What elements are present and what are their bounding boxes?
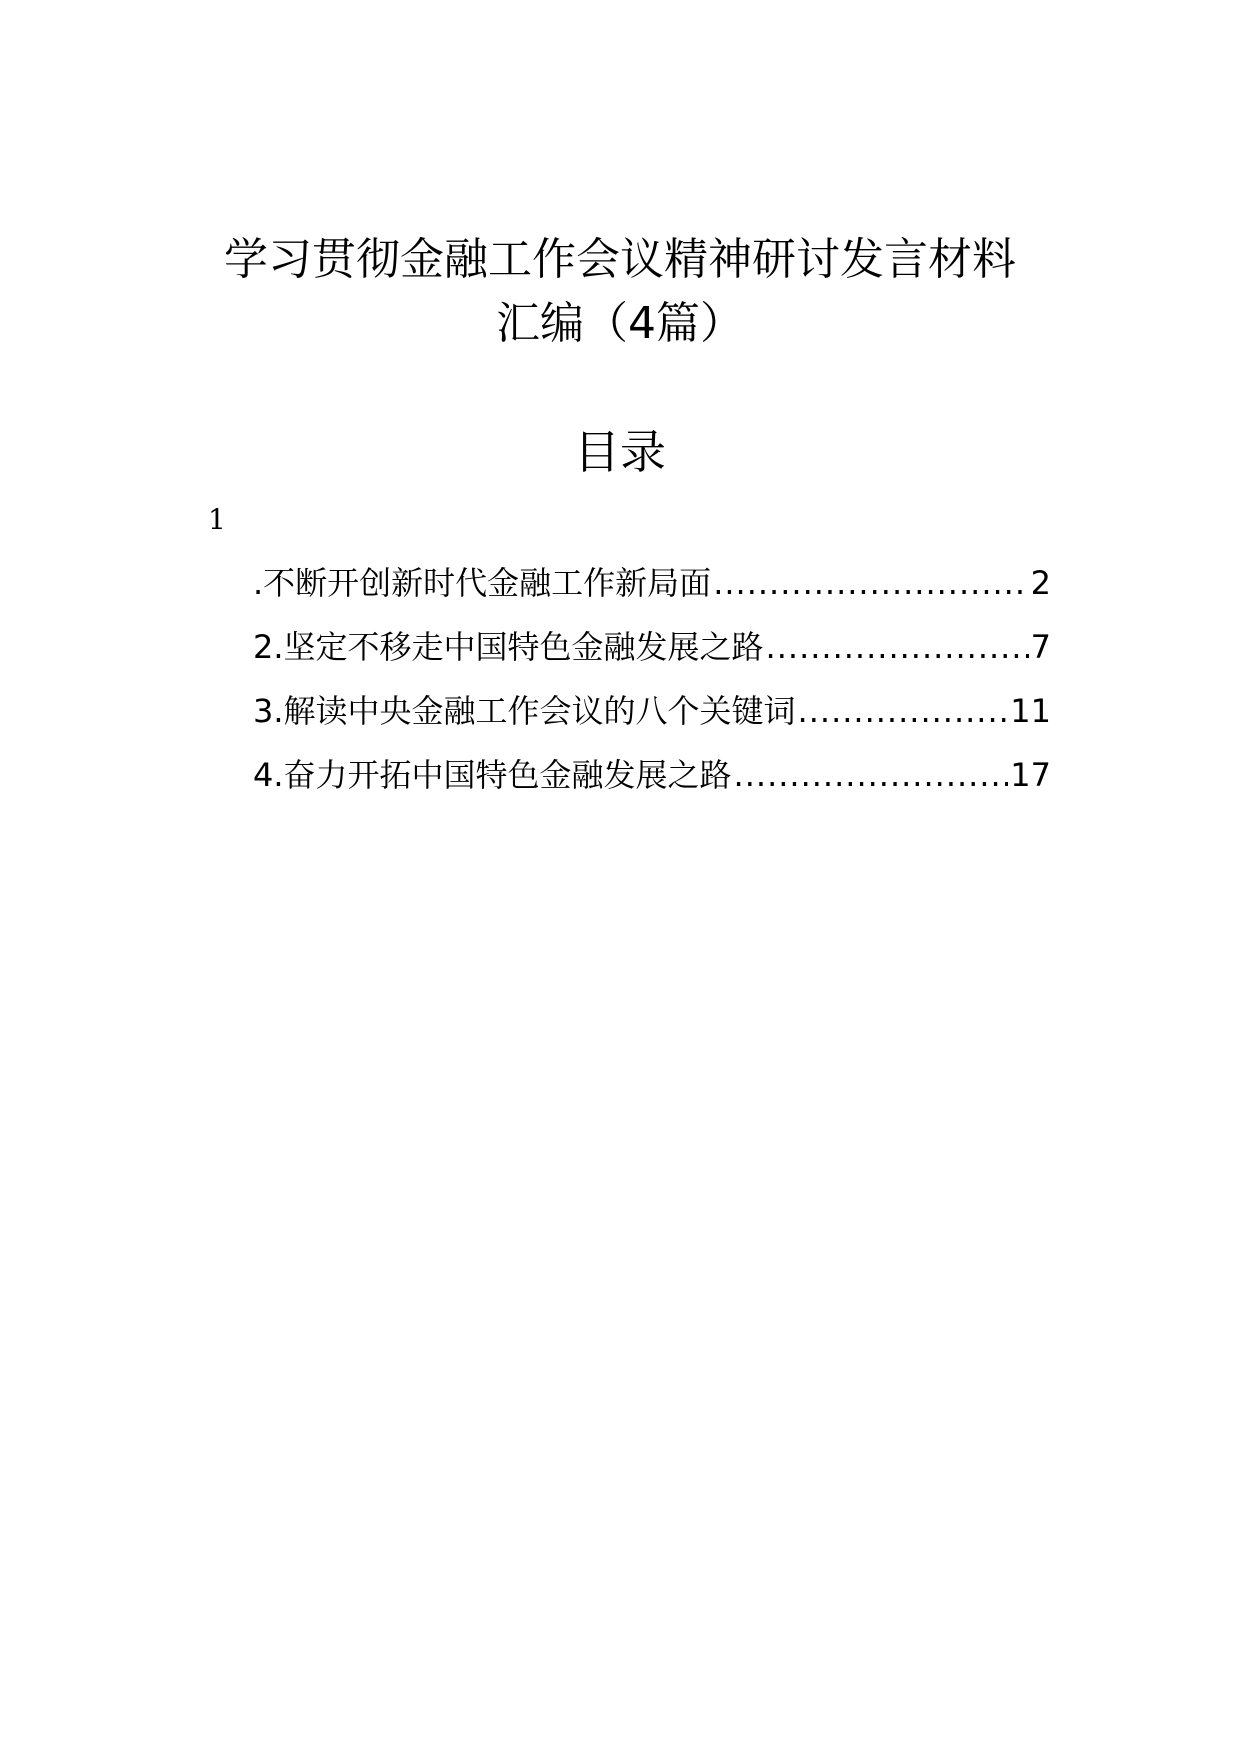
toc-entry-title: 2.坚定不移走中国特色金融发展之路 xyxy=(253,628,764,666)
toc-entry-title: .不断开创新时代金融工作新局面 xyxy=(253,564,712,602)
document-title-line-1: 学习贯彻金融工作会议精神研讨发言材料 xyxy=(224,234,1016,285)
toc-entry-2[interactable] xyxy=(253,627,1051,691)
toc-dot-leader xyxy=(798,691,1009,731)
document-title-line-2: 汇编（4篇） xyxy=(496,298,744,349)
toc-entry-4[interactable] xyxy=(253,755,1051,819)
toc-entry-page: 2 xyxy=(1030,564,1051,602)
stray-list-number: 1 xyxy=(208,503,226,536)
toc-dot-leader xyxy=(713,563,1028,603)
toc-entry-page: 17 xyxy=(1010,756,1051,794)
toc-entry-3[interactable] xyxy=(253,691,1051,755)
toc-heading: 目录 xyxy=(574,425,666,479)
toc-entry-page: 7 xyxy=(1030,628,1051,666)
toc-dot-leader xyxy=(766,627,1029,667)
table-of-contents xyxy=(253,563,1051,819)
toc-dot-leader xyxy=(734,755,1009,795)
toc-entry-page: 11 xyxy=(1010,692,1051,730)
toc-entry-title: 4.奋力开拓中国特色金融发展之路 xyxy=(253,756,732,794)
toc-entry-1[interactable] xyxy=(253,563,1051,627)
toc-entry-title: 3.解读中央金融工作会议的八个关键词 xyxy=(253,692,796,730)
